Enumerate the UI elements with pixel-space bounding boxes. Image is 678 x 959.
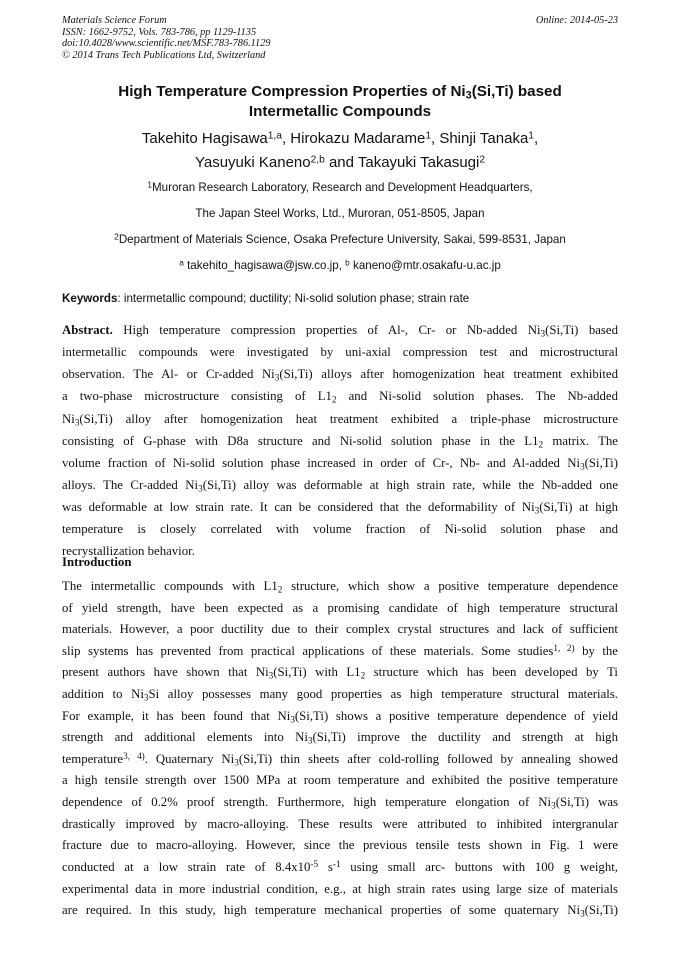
email-address: takehito_hagisawa@jsw.co.jp, [183,259,346,272]
abstract-line: Abstract. High temperature compression properties of Al-, Cr- or Nb-added $Ni_3(Si,Ti)$ based [62,323,618,339]
intro-line: temperature$^{3, 4)}$. Quaternary $Ni_3(Si,Ti)$ thin sheets after cold-rolling followed by annealing showed [62,750,619,768]
abstract-line: volume fraction of Ni-solid solution phase increased in order of Cr-, Nb- and Al-added $Ni_3(Si,Ti)$ [62,455,618,472]
intro-line: a high tensile strength over 1500 MPa at room temperature and exhibited the positive temperature [62,773,618,788]
intro-line: dependence of 0.2% proof strength. Furthermore, high temperature elongation of $Ni_3(Si,Ti)$ was [62,795,618,811]
introduction-body [62,576,618,922]
intro-line: are required. In this study, high temperature mechanical properties of some quaternary $Ni_3(Si,Ti)$ [62,903,618,919]
title-part: (Si,Ti) based [471,83,562,100]
intro-line: of yield strength, have been expected as a promising candidate of high temperature structural [62,600,618,615]
abstract-line: temperature is closely correlated with volume fraction of Ni-solid solution phase and [62,522,618,537]
author-affiliation-mark: 2 [479,154,486,166]
intro-line: experimental data in more industrial condition, e.g., at high strain rates using large size of materials [62,881,618,896]
intro-line: strength and additional elements into $Ni_3(Si,Ti)$ improve the ductility and strength at high [62,730,618,746]
abstract-line: a two-phase microstructure consisting of $L1_2$ and Ni-solid solution phases. The Nb-added [62,389,618,405]
section-heading-introduction: Introduction [62,555,132,569]
author-separator: , [533,130,539,147]
intro-line: The intermetallic compounds with $L1_2$ structure, which show a positive temperature dependence [62,579,618,595]
email-mark: a [179,257,184,268]
abstract-line: alloys. The Cr-added $Ni_3(Si,Ti)$ alloy was deformable at high strain rate, while the Nb-added one [62,477,618,494]
abstract [62,319,618,563]
author-affiliation-mark: 1 [425,130,431,142]
abstract-label: Abstract. [62,323,113,337]
author-affiliation-mark: 1 [528,130,534,142]
intro-line: slip systems has prevented from practical applications of these materials. Some studies$^{1, 2)}$ by the [62,642,618,658]
abstract-line: recrystallization behavior. [62,544,195,559]
journal-name: Materials Science Forum [62,15,167,26]
author-list [62,127,618,175]
affiliation-mark: 2 [114,231,119,242]
paper-title [62,82,618,122]
issn-line: ISSN: 1662-9752, Vols. 783-786, pp 1129-1135 [62,26,257,38]
citation-ref: 3, 4) [123,750,145,761]
author-affiliation-mark: 1,a [267,130,282,142]
intro-line: addition to $Ni_3Si$ alloy possesses many good properties as high temperature structural materials. [62,687,618,703]
author-name: , Shinji Tanaka [431,130,529,147]
abstract-line: intermetallic compounds were investigated by uni-axial compression test and microstructural [62,345,618,360]
author-affiliation-mark: 2,b [310,154,325,166]
keywords [62,292,618,306]
intro-line: fracture due to macro-alloying. However, since the previous tensile tests shown in Fig. 1 were [62,838,618,853]
intro-line: For example, it has been found that $Ni_3(Si,Ti)$ shows a positive temperature dependence of yield [62,708,618,724]
journal-header [62,15,618,61]
email-address: kaneno@mtr.osakafu-u.ac.jp [349,259,501,272]
abstract-line: $Ni_3(Si,Ti)$ alloy after homogenization heat treatment exhibited a triple-phase microstructure [62,411,618,427]
intro-line: materials. However, a poor ductility due to their complex crystal structures and lack of sufficient [62,622,618,637]
keywords-label: Keywords [62,292,118,305]
intro-line: conducted at a low strain rate of $8.4x10^{-5}$ $s^{-1}$ using small arc- buttons with 100 g weight, [62,858,618,874]
abstract-line: was deformable at low strain rate. It can be considered that the deformability of $Ni_3(Si,Ti)$ at high [62,500,618,516]
author-name: Yasuyuki Kaneno [194,154,311,171]
intro-line: drastically improved by macro-alloying. These results were attributed to inhibited intergranular [62,816,618,831]
affiliation-text: Department of Materials Science, Osaka Prefecture University, Sakai, 599-8531, Japan [118,233,566,246]
email-mark: b [345,257,350,268]
abstract-line: observation. The Al- or Cr-added $Ni_3(Si,Ti)$ alloys after homogenization heat treatment exhibited [62,367,618,383]
citation-ref: 1, 2) [553,642,575,653]
author-name: Takehito Hagisawa [141,130,268,147]
affiliation-1-line-2: The Japan Steel Works, Ltd., Muroran, 051-8505, Japan [195,207,485,220]
affiliation-text: Muroran Research Laboratory, Research and Development Headquarters, [151,181,533,194]
doi-line: doi:10.4028/www.scientific.net/MSF.783-786.1129 [62,38,271,50]
affiliation-2 [62,233,618,247]
affiliation-1-line-1 [62,181,618,195]
email-line [62,259,618,273]
affiliation-mark: 1 [147,179,152,190]
abstract-line: consisting of G-phase with D8a structure and Ni-solid solution phase in the $L1_2$ matrix. The [62,433,618,449]
intro-line: present authors have shown that $Ni_3(Si,Ti)$ with $L1_2$ structure which has been developed by Ti [62,665,618,681]
copyright-line: © 2014 Trans Tech Publications Ltd, Switzerland [62,49,266,61]
author-name: and Takayuki Takasugi [324,154,480,171]
title-part: High Temperature Compression Properties of Ni [118,83,466,100]
online-date: Online: 2014-05-23 [535,15,618,26]
keywords-text: : intermetallic compound; ductility; Ni-solid solution phase; strain rate [117,292,470,305]
title-line-2: Intermetallic Compounds [248,103,432,120]
title-subscript: 3 [465,89,472,102]
author-name: , Hirokazu Madarame [281,130,426,147]
